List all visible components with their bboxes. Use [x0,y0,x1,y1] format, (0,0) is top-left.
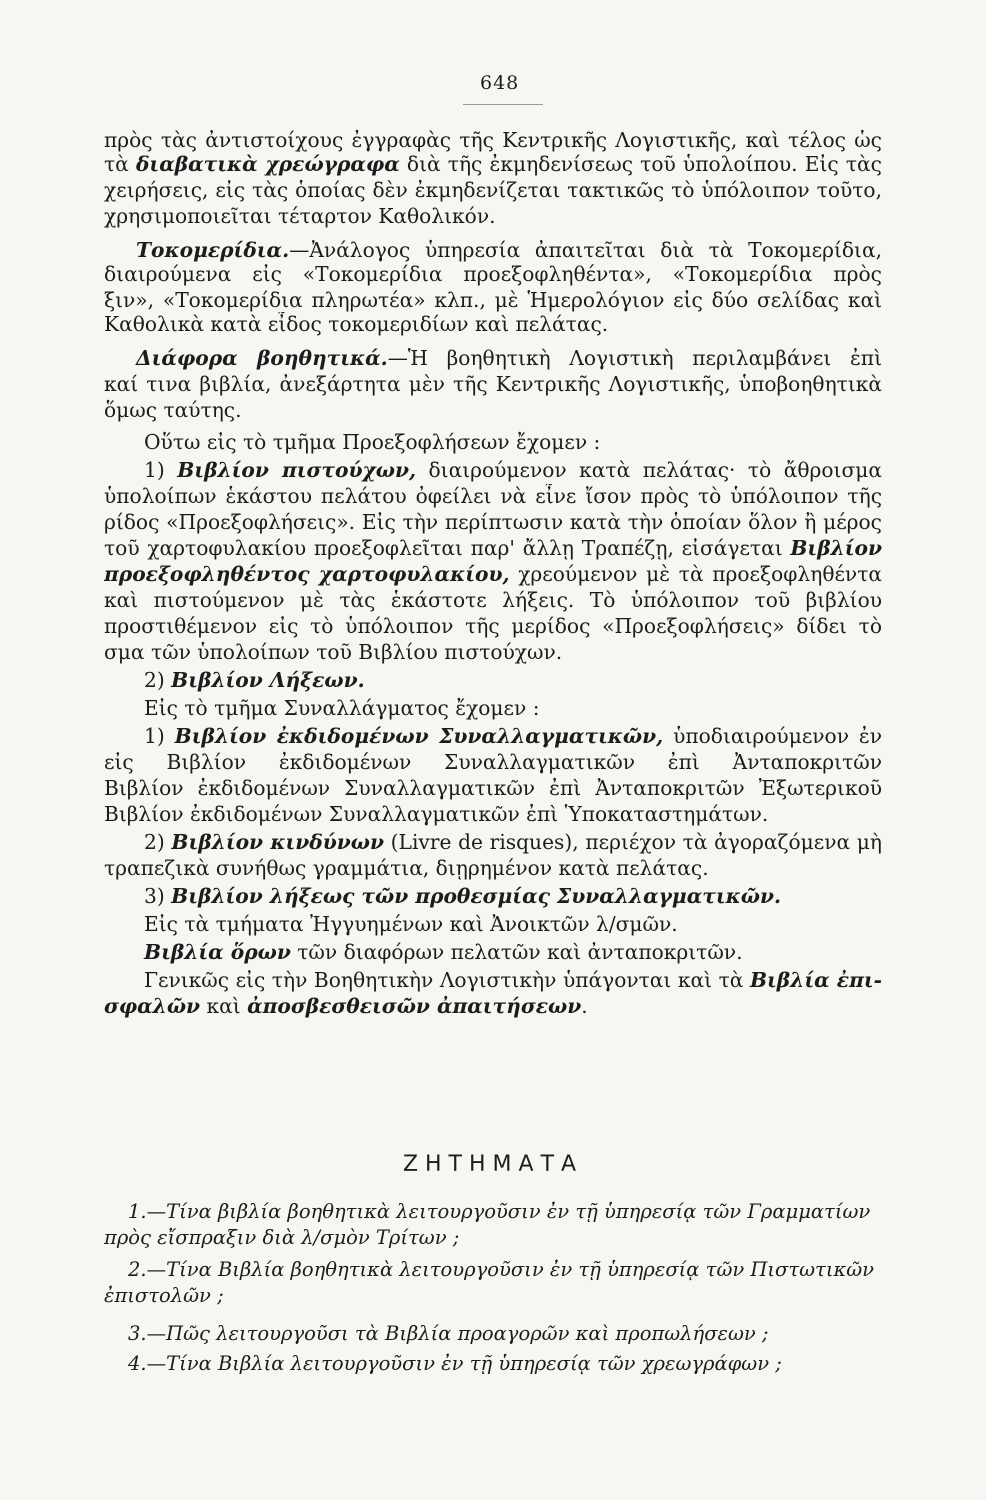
text-line: καί τινα βιβλία, ἀνεξάρτητα μὲν τῆς Κεντρικῆς Λογιστικῆς, ὑποβοηθητικὰ [104,372,882,396]
text-line: Γενικῶς εἰς τὴν Βοηθητικὴν Λογιστικὴν ὑπάγονται καὶ τὰ Βιβλία ἐπι- [144,968,882,992]
text-line: σμα τῶν ὑπολοίπων τοῦ Βιβλίου πιστούχων. [104,640,563,664]
page-number: 648 [480,72,520,94]
text-line: διαιρούμενα εἰς «Τοκομερίδια προεξοφληθέντα», «Τοκομερίδια πρὸς [104,262,882,286]
text-line: τοῦ χαρτοφυλακίου προεξοφλεῖται παρ' ἄλλῃ Τραπέζῃ, εἰσάγεται Βιβλίον [104,536,882,560]
text-line: 2) Βιβλίον κινδύνων (Livre de risques), περιέχον τὰ ἀγοραζόμενα μὴ [144,830,882,854]
text-line: προστιθέμενον εἰς τὸ ὑπόλοιπον τῆς μερίδος «Προεξοφλήσεις» δίδει τὸ [104,614,882,638]
text-line: σφαλῶν καὶ ἀποσβεσθεισῶν ἀπαιτήσεων. [104,994,588,1018]
text-line: 3) Βιβλίον λήξεως τῶν προθεσμίας Συναλλαγματικῶν. [144,884,781,908]
text-line: Βιβλίον ἐκδιδομένων Συναλλαγματικῶν ἐπὶ Ὑποκαταστημάτων. [104,802,769,826]
text-line: τραπεζικὰ συνήθως γραμμάτια, διῃρημένον κατὰ πελάτας. [104,856,709,880]
text-line: προεξοφληθέντος χαρτοφυλακίου, χρεούμενον μὲ τὰ προεξοφληθέντα [104,562,882,586]
text-line: Εἰς τὰ τμήματα Ἠγγυημένων καὶ Ἀνοικτῶν λ/σμῶν. [144,912,678,936]
question-line: ἐπιστολῶν ; [104,1284,224,1307]
text-line: Βιβλία ὅρων τῶν διαφόρων πελατῶν καὶ ἀνταποκριτῶν. [144,940,743,964]
text-line: Τοκομερίδια.—Ἀνάλογος ὑπηρεσία ἀπαιτεῖται διὰ τὰ Τοκομερίδια, [136,238,882,262]
text-line: ρίδος «Προεξοφλήσεις». Εἰς τὴν περίπτωσιν κατὰ τὴν ὁποίαν ὅλον ἢ μέρος [104,510,882,534]
text-line: ὑπολοίπων ἑκάστου πελάτου ὀφείλει νὰ εἶνε ἴσον πρὸς τὸ ὑπόλοιπον τῆς [104,484,882,508]
text-line: Οὕτω εἰς τὸ τμῆμα Προεξοφλήσεων ἔχομεν : [144,430,601,454]
question-line: 4.—Τίνα Βιβλία λειτουργοῦσιν ἐν τῇ ὑπηρεσίᾳ τῶν χρεωγράφων ; [128,1352,782,1375]
text-line: χειρήσεις, εἰς τὰς ὁποίας δὲν ἐκμηδενίζεται τακτικῶς τὸ ὑπόλοιπον τοῦτο, [104,178,882,202]
text-line: πρὸς τὰς ἀντιστοίχους ἐγγραφὰς τῆς Κεντρικῆς Λογιστικῆς, καὶ τέλος ὡς [104,128,882,152]
question-line: 2.—Τίνα Βιβλία βοηθητικὰ λειτουργοῦσιν ἐν τῇ ὑπηρεσίᾳ τῶν Πιστωτικῶν [128,1258,875,1281]
text-line: ξιν», «Τοκομερίδια πληρωτέα» κλπ., μὲ Ἡμερολόγιον εἰς δύο σελίδας καὶ [104,288,882,312]
question-line: 1.—Τίνα βιβλία βοηθητικὰ λειτουργοῦσιν ἐν τῇ ὑπηρεσίᾳ τῶν Γραμματίων [128,1200,871,1223]
header-rule [463,104,543,105]
text-line: Διάφορα βοηθητικά.—Ἡ βοηθητικὴ Λογιστικὴ περιλαμβάνει ἐπὶ [136,346,882,370]
text-line: ὅμως ταύτης. [104,398,242,422]
text-line: καὶ πιστούμενον μὲ τὰς ἑκάστοτε λήξεις. Τὸ ὑπόλοιπον τοῦ βιβλίου [104,588,882,612]
question-line: πρὸς εἴσπραξιν διὰ λ/σμὸν Τρίτων ; [104,1226,460,1249]
text-line: εἰς Βιβλίον ἐκδιδομένων Συναλλαγματικῶν ἐπὶ Ἀνταποκριτῶν [104,750,882,774]
text-line: Βιβλίον ἐκδιδομένων Συναλλαγματικῶν ἐπὶ Ἀνταποκριτῶν Ἐξωτερικοῦ [104,776,882,800]
text-line: 2) Βιβλίον Λήξεων. [144,668,365,692]
text-line: χρησιμοποιεῖται τέταρτον Καθολικόν. [104,204,496,228]
text-line: Εἰς τὸ τμῆμα Συναλλάγματος ἔχομεν : [144,696,540,720]
text-line: τὰ διαβατικὰ χρεώγραφα διὰ τῆς ἐκμηδενίσεως τοῦ ὑπολοίπου. Εἰς τὰς [104,152,882,176]
text-line: 1) Βιβλίον πιστούχων, διαιρούμενον κατὰ πελάτας· τὸ ἄθροισμα [144,458,882,482]
section-heading: ΖΗΤΗΜΑΤΑ [402,1152,584,1177]
text-line: Καθολικὰ κατὰ εἶδος τοκομεριδίων καὶ πελάτας. [104,312,609,336]
question-line: 3.—Πῶς λειτουργοῦσι τὰ Βιβλία προαγορῶν καὶ προπωλήσεων ; [128,1322,769,1345]
text-line: 1) Βιβλίον ἐκδιδομένων Συναλλαγματικῶν, ὑποδιαιρούμενον ἐν [144,724,882,748]
